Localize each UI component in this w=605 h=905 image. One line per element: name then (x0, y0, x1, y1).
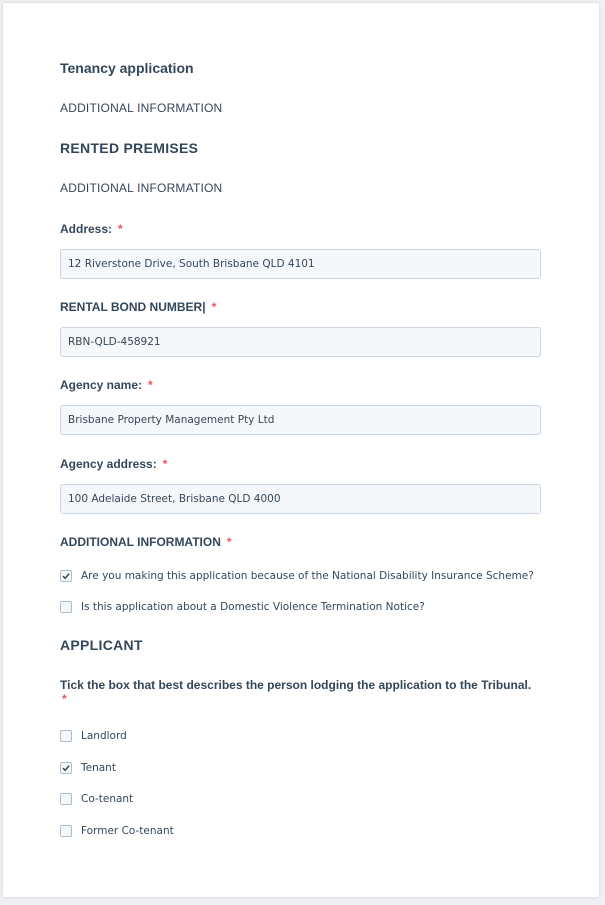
landlord-checkbox[interactable] (60, 730, 72, 742)
ndis-option-label: Are you making this application because of the National Disability Insurance Scheme? (81, 570, 534, 582)
applicant-question-text: Tick the box that best describes the person lodging the application to the Tribunal. (60, 678, 532, 692)
tenant-label: Tenant (81, 762, 116, 774)
landlord-label: Landlord (81, 730, 127, 742)
additional-information-label (60, 535, 232, 549)
required-mark: * (62, 692, 67, 706)
required-mark: * (162, 457, 168, 471)
tenant-checkbox[interactable] (60, 762, 72, 774)
additional-information-label-text: ADDITIONAL INFORMATION (60, 535, 221, 549)
section-heading-rented-premises: RENTED PREMISES (60, 140, 199, 156)
address-label-text: Address: (60, 222, 113, 236)
agency-address-label (60, 457, 167, 471)
dv-termination-option[interactable] (60, 601, 425, 613)
applicant-option-landlord[interactable] (60, 730, 127, 742)
form-card (3, 3, 599, 897)
section-heading-applicant: APPLICANT (60, 637, 143, 653)
info-text: ADDITIONAL INFORMATION (60, 181, 223, 195)
required-mark: * (148, 378, 153, 392)
bond-number-input[interactable]: RBN-QLD-458921 (60, 327, 541, 357)
agency-name-input[interactable]: Brisbane Property Management Pty Ltd (60, 405, 541, 435)
dv-termination-option-label: Is this application about a Domestic Violence Termination Notice? (81, 601, 425, 613)
checkmark-icon (61, 571, 71, 581)
required-mark: * (118, 222, 123, 236)
info-text: ADDITIONAL INFORMATION (60, 101, 223, 115)
ndis-checkbox[interactable] (60, 570, 72, 582)
bond-number-label-text: RENTAL BOND NUMBER| (60, 300, 206, 314)
applicant-option-tenant[interactable] (60, 762, 116, 774)
former-co-tenant-label: Former Co-tenant (81, 825, 174, 837)
co-tenant-checkbox[interactable] (60, 793, 72, 805)
applicant-option-co-tenant[interactable] (60, 793, 133, 805)
agency-name-label-text: Agency name: (60, 378, 143, 392)
agency-name-label (60, 378, 153, 392)
agency-address-input[interactable]: 100 Adelaide Street, Brisbane QLD 4000 (60, 484, 541, 514)
required-mark: * (211, 300, 217, 314)
required-mark: * (226, 535, 232, 549)
agency-address-label-text: Agency address: (60, 457, 157, 471)
co-tenant-label: Co-tenant (81, 793, 134, 805)
applicant-option-former-co-tenant[interactable] (60, 825, 174, 837)
former-co-tenant-checkbox[interactable] (60, 825, 72, 837)
ndis-option[interactable] (60, 570, 534, 582)
dv-termination-checkbox[interactable] (60, 601, 72, 613)
form-title: Tenancy application (60, 60, 194, 76)
applicant-question (60, 678, 543, 706)
bond-number-label (60, 300, 216, 314)
checkmark-icon (61, 763, 71, 773)
address-input[interactable]: 12 Riverstone Drive, South Brisbane QLD 4101 (60, 249, 541, 279)
address-label (60, 222, 123, 236)
